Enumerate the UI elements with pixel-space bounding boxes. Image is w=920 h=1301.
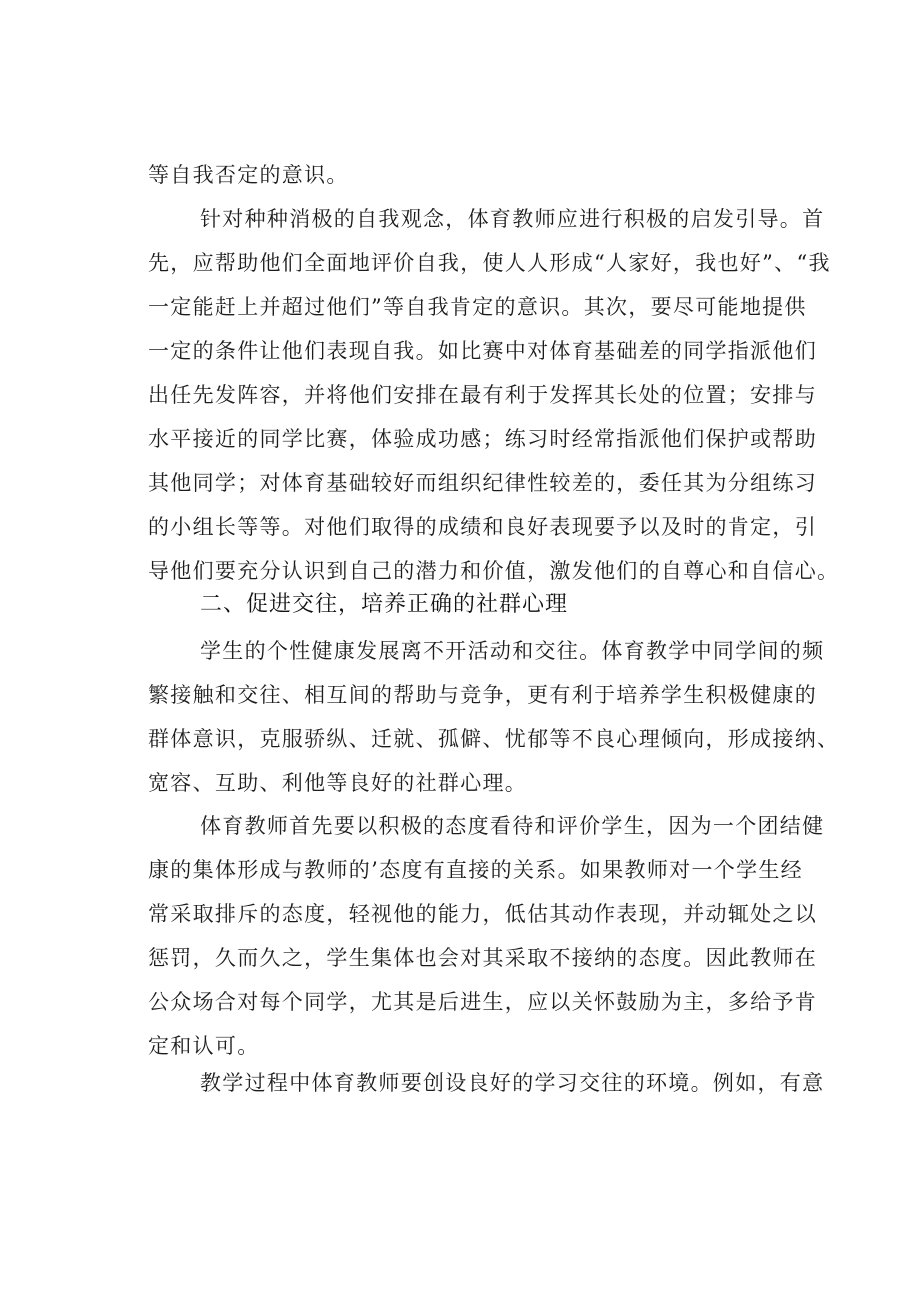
text-line: 宽容、互助、利他等良好的社群心理。 [148, 771, 528, 795]
text-line: 水平接近的同学比赛，体验成功感；练习时经常指派他们保护或帮助 [148, 427, 817, 451]
text-line: 一定的条件让他们表现自我。如比赛中对体育基础差的同学指派他们 [148, 339, 817, 363]
text-line: 导他们要充分认识到自己的潜力和价值，激发他们的自尊心和自信心。 [148, 559, 840, 583]
text-line: 群体意识，克服骄纵、迁就、孤僻、忧郁等不良心理倾向，形成接纳、 [148, 727, 840, 751]
text-line: 一定能赶上并超过他们”等自我肯定的意识。其次，要尽可能地提供 [148, 295, 807, 319]
text-line: 等自我否定的意识。 [148, 163, 349, 187]
text-line: 惩罚，久而久之，学生集体也会对其采取不接纳的态度。因此教师在 [148, 946, 817, 970]
text-line: 学生的个性健康发展离不开活动和交往。体育教学中同学间的频 [200, 639, 825, 663]
text-line: 先，应帮助他们全面地评价自我，使人人形成“人家好，我也好”、“我 [148, 251, 831, 275]
text-line: 繁接触和交往、相互间的帮助与竞争，更有利于培养学生积极健康的 [148, 683, 817, 707]
text-line: 的小组长等等。对他们取得的成绩和良好表现要予以及时的肯定，引 [148, 515, 817, 539]
text-line: 定和认可。 [148, 1034, 260, 1058]
text-line: 其他同学；对体育基础较好而组织纪律性较差的，委任其为分组练习 [148, 471, 817, 495]
text-line: 公众场合对每个同学，尤其是后进生，应以关怀鼓励为主，多给予肯 [148, 990, 817, 1014]
text-line: 针对种种消极的自我观念，体育教师应进行积极的启发引导。首 [200, 207, 825, 231]
text-line: 教学过程中体育教师要创设良好的学习交往的环境。例如，有意 [200, 1071, 825, 1095]
text-line: 体育教师首先要以积极的态度看待和评价学生，因为一个团结健 [200, 814, 825, 838]
section-heading: 二、促进交往，培养正确的社群心理 [200, 592, 569, 617]
text-line: 常采取排斥的态度，轻视他的能力，低估其动作表现，并动辄处之以 [148, 902, 817, 926]
text-line: 康的集体形成与教师的’态度有直接的关系。如果教师对一个学生经 [148, 858, 803, 882]
text-line: 出任先发阵容，并将他们安排在最有利于发挥其长处的位置；安排与 [148, 383, 817, 407]
